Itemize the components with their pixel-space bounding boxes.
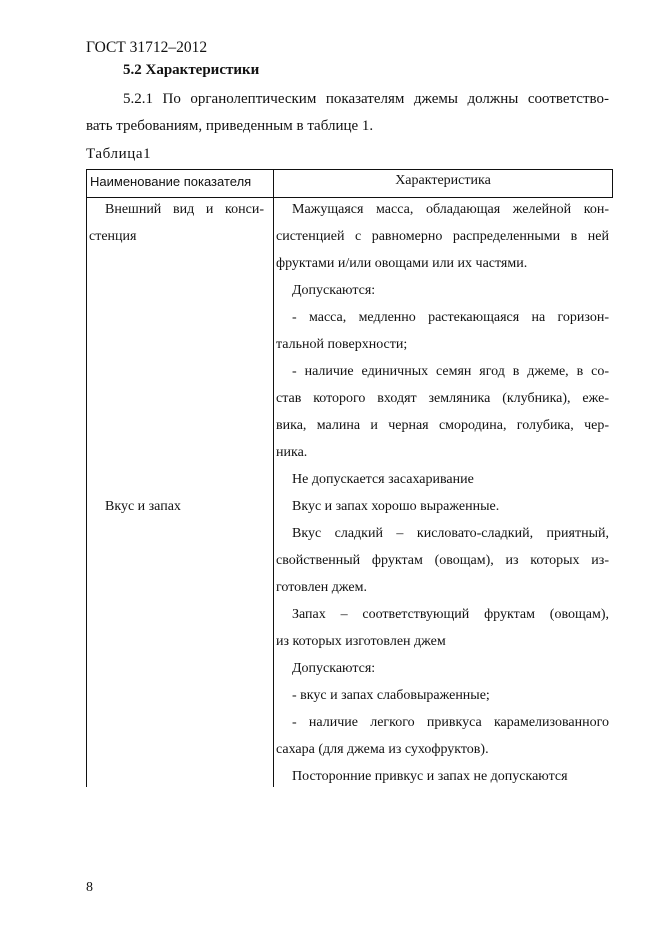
characteristic-line: Не допускается засахаривание	[292, 472, 474, 487]
characteristic-line: Допускаются:	[292, 283, 376, 298]
table-header-characteristic: Характеристика	[395, 173, 491, 188]
characteristic-line: готовлен джем.	[276, 580, 367, 595]
indicator-taste-smell-line: Вкус и запах	[105, 499, 181, 514]
characteristic-line: Вкус сладкий – кисловато-сладкий, приятный,	[292, 526, 609, 541]
table-header-indicator: Наименование показателя	[90, 174, 252, 189]
page-number: 8	[86, 880, 93, 895]
characteristic-line: - масса, медленно растекающаяся на горизон-	[292, 310, 609, 325]
characteristic-line: Допускаются:	[292, 661, 376, 676]
characteristic-line: - наличие единичных семян ягод в джеме, в со-	[292, 364, 609, 379]
characteristic-line: став которого входят земляника (клубника), еже-	[276, 391, 609, 406]
characteristic-line: - наличие легкого привкуса карамелизованного	[292, 715, 609, 730]
paragraph-line-2: вать требованиям, приведенным в таблице 1.	[86, 118, 374, 134]
characteristic-line: Запах – соответствующий фруктам (овощам),	[292, 607, 609, 622]
table-column-indicators	[89, 196, 264, 520]
table-border-left	[86, 169, 87, 787]
paragraph-line-1: 5.2.1 По органолептическим показателям джемы должны соответство-	[123, 91, 609, 107]
characteristic-line: вика, малина и черная смородина, голубика, чер-	[276, 418, 609, 433]
table-column-characteristics	[276, 196, 609, 790]
characteristic-line: Вкус и запах хорошо выраженные.	[292, 499, 500, 514]
characteristic-line: сахара (для джема из сухофруктов).	[276, 742, 489, 757]
characteristic-line: ника.	[276, 445, 308, 460]
characteristic-line: систенцией с равномерно распределенными в ней	[276, 229, 609, 244]
table-caption: Таблица1	[86, 146, 152, 162]
indicator-appearance-line: стенция	[89, 229, 137, 244]
section-title: 5.2 Характеристики	[123, 62, 260, 78]
characteristic-line: свойственный фруктам (овощам), из которых из-	[276, 553, 609, 568]
characteristic-line: фруктами и/или овощами или их частями.	[276, 256, 528, 271]
table-border-top	[86, 169, 613, 170]
characteristic-line: Мажущаяся масса, обладающая желейной кон-	[292, 202, 609, 217]
indicator-appearance-line: Внешний вид и конси-	[105, 202, 264, 217]
characteristic-line: тальной поверхности;	[276, 337, 408, 352]
characteristic-line: - вкус и запах слабовыраженные;	[292, 688, 490, 703]
characteristic-line: из которых изготовлен джем	[276, 634, 446, 649]
document-standard-number: ГОСТ 31712–2012	[86, 39, 208, 56]
table-column-divider	[273, 169, 274, 787]
characteristic-line: Посторонние привкус и запах не допускаются	[292, 769, 568, 784]
